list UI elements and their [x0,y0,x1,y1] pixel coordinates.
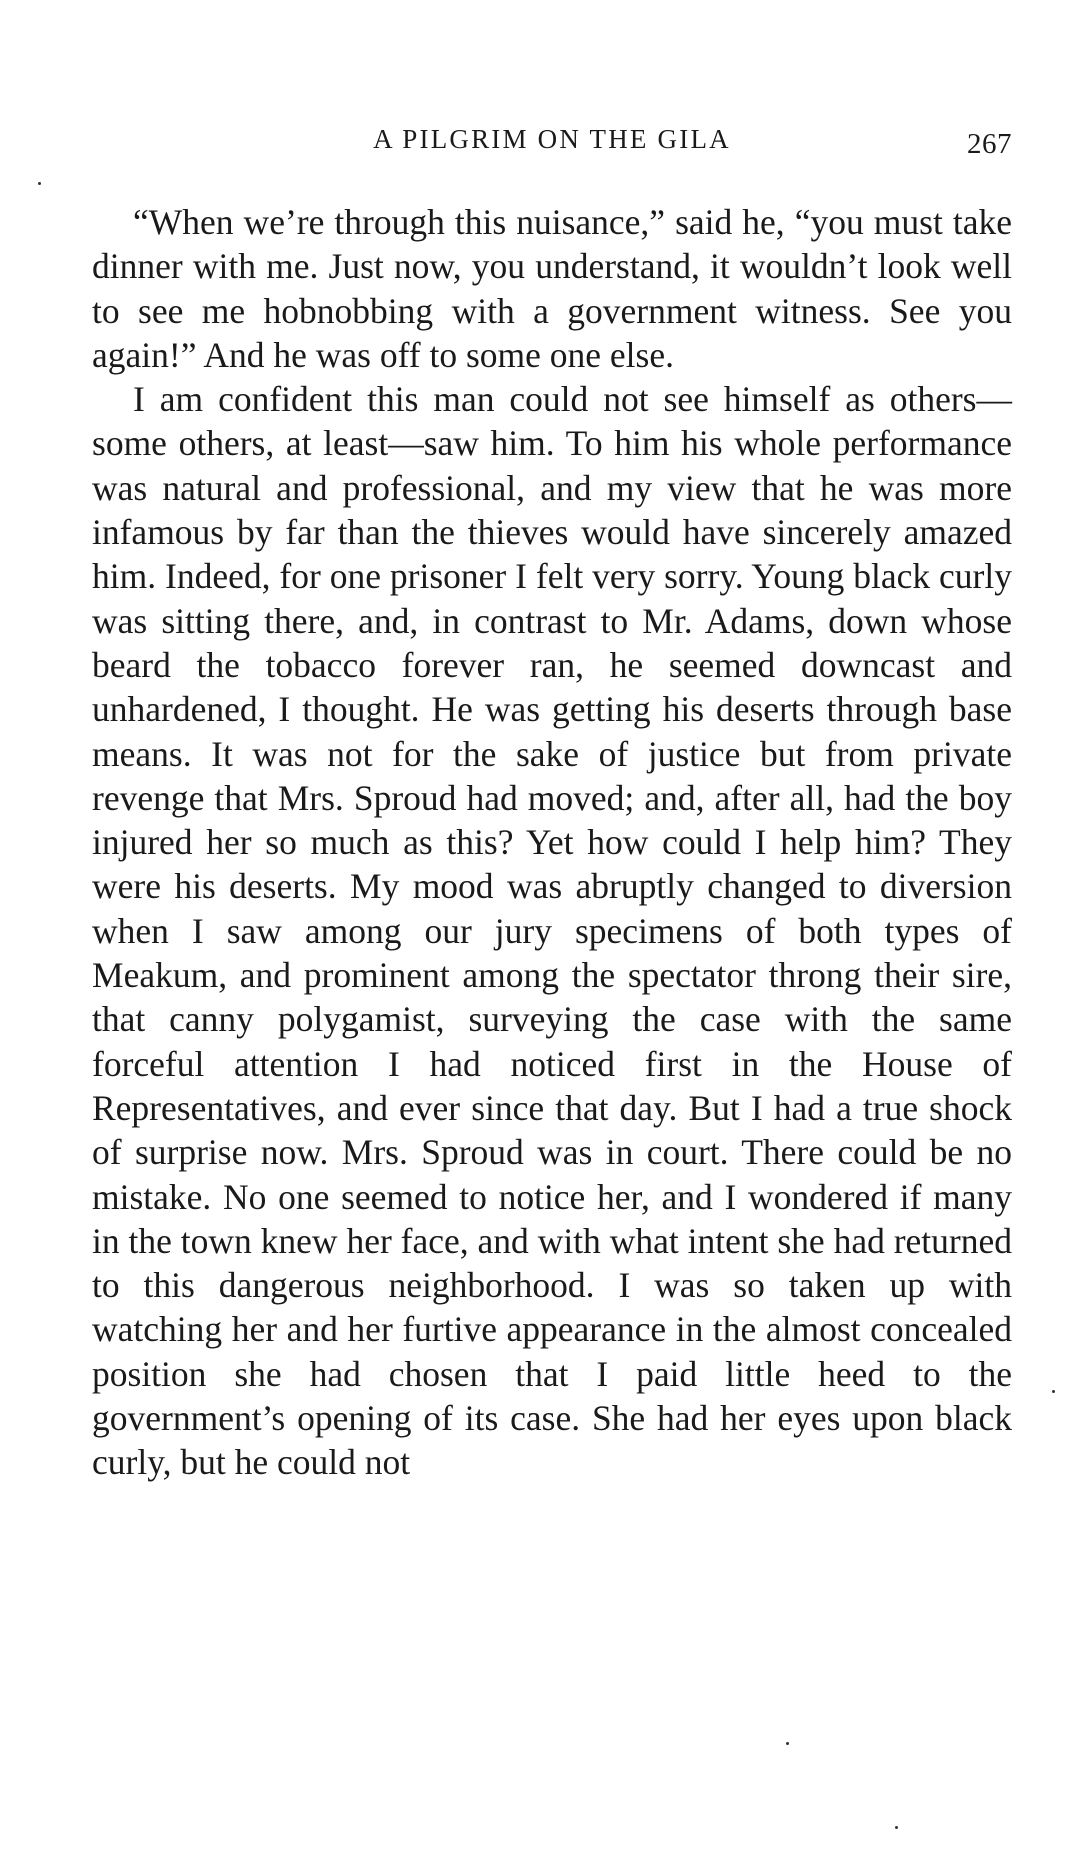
paragraph: “When we’re through this nuisance,” said he, “you must take dinner with me. Just now, you understand, it wouldn’t look well to see me hobnobbing with a government witness. See you again!” And he was off to some one else. [92,202,1012,375]
page-number: 267 [967,128,1012,160]
ink-speck [38,182,41,185]
body-text [92,200,1012,1485]
running-title: A PILGRIM ON THE GILA [373,124,731,154]
ink-speck [895,1826,898,1829]
ink-speck [1052,1390,1055,1393]
ink-speck [786,1742,789,1745]
running-head [92,120,1012,160]
paragraph: I am confident this man could not see himself as others—some others, at least—saw him. To him his whole performance was natural and professional, and my view that he was more infamous by far than the thieves would have sincerely amazed him. Indeed, for one prisoner I felt very sorry. Young black curly was sitting there, and, in contrast to Mr. Adams, down whose beard the tobacco forever ran, he seemed downcast and unhardened, I thought. He was getting his deserts through base means. It was not for the sake of justice but from private revenge that Mrs. Sproud had moved; and, after all, had the boy injured her so much as this? Yet how could I help him? They were his deserts. My mood was abruptly changed to diversion when I saw among our jury specimens of both types of Meakum, and prominent among the spectator throng their sire, that canny polygamist, surveying the case with the same forceful attention I had noticed first in the House of Representatives, and ever since that day. But I had a true shock of surprise now. Mrs. Sproud was in court. There could be no mistake. No one seemed to notice her, and I wondered if many in the town knew her face, and with what intent she had returned to this dangerous neighborhood. I was so taken up with watching her and her furtive appearance in the almost concealed position she had chosen that I paid little heed to the government’s opening of its case. She had her eyes upon black curly, but he could not [92,379,1012,1483]
